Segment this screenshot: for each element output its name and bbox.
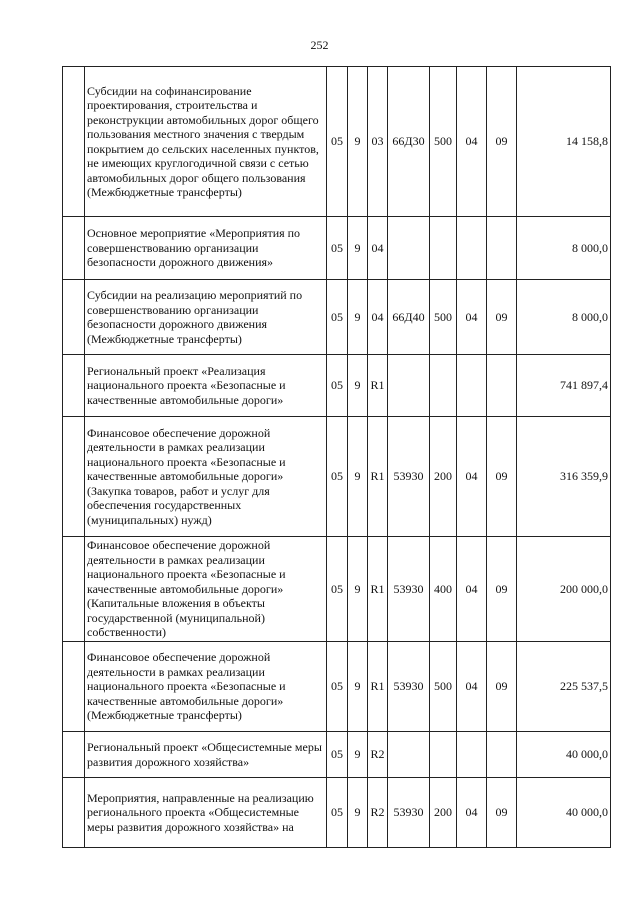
- amount-cell: 40 000,0: [517, 778, 611, 848]
- code-cell-c4: 66Д40: [388, 280, 430, 355]
- code-cell-c7: [487, 355, 517, 417]
- row-name: Региональный проект «Реализация национального проекта «Безопасные и качественные автомобильные дороги»: [85, 355, 327, 417]
- code-cell-c2: 9: [348, 217, 368, 280]
- row-name: Субсидии на реализацию мероприятий по совершенствованию организации безопасности дорожного движения (Межбюджетные трансферты): [85, 280, 327, 355]
- row-name: Субсидии на софинансирование проектирования, строительства и реконструкции автомобильных дорог общего пользования местного значения с твердым покрытием до сельских населенных пунктов, не имеющих круглогодичной связи с сетью автомобильных дорог общего пользования (Межбюджетные трансферты): [85, 67, 327, 217]
- code-cell-c6: 04: [457, 280, 487, 355]
- code-cell-c5: 500: [430, 642, 457, 732]
- budget-table: [62, 66, 611, 848]
- table-row: [63, 67, 611, 217]
- code-cell-c5: [430, 732, 457, 778]
- table-row: [63, 642, 611, 732]
- code-cell-c5: 400: [430, 537, 457, 642]
- code-cell-c3: 03: [368, 67, 388, 217]
- amount-cell: 14 158,8: [517, 67, 611, 217]
- code-cell-c3: 04: [368, 217, 388, 280]
- code-cell-c2: 9: [348, 732, 368, 778]
- code-cell-c2: 9: [348, 778, 368, 848]
- blank-cell: [63, 417, 85, 537]
- code-cell-c6: 04: [457, 642, 487, 732]
- code-cell-c4: 53930: [388, 417, 430, 537]
- code-cell-c7: 09: [487, 67, 517, 217]
- table-row: [63, 537, 611, 642]
- table-row: [63, 280, 611, 355]
- code-cell-c5: 500: [430, 280, 457, 355]
- row-name: Региональный проект «Общесистемные меры развития дорожного хозяйства»: [85, 732, 327, 778]
- code-cell-c1: 05: [327, 417, 348, 537]
- code-cell-c3: R2: [368, 732, 388, 778]
- blank-cell: [63, 537, 85, 642]
- amount-cell: 8 000,0: [517, 217, 611, 280]
- row-name: Финансовое обеспечение дорожной деятельности в рамках реализации национального проекта «Безопасные и качественные автомобильные дороги» (Закупка товаров, работ и услуг для обеспечения государственных (муниципальных) нужд): [85, 417, 327, 537]
- code-cell-c6: 04: [457, 67, 487, 217]
- code-cell-c1: 05: [327, 67, 348, 217]
- code-cell-c3: R2: [368, 778, 388, 848]
- code-cell-c3: R1: [368, 537, 388, 642]
- amount-cell: 741 897,4: [517, 355, 611, 417]
- blank-cell: [63, 642, 85, 732]
- code-cell-c4: 66Д30: [388, 67, 430, 217]
- blank-cell: [63, 732, 85, 778]
- code-cell-c7: 09: [487, 417, 517, 537]
- code-cell-c3: 04: [368, 280, 388, 355]
- row-name: Основное мероприятие «Мероприятия по совершенствованию организации безопасности дорожного движения»: [85, 217, 327, 280]
- code-cell-c1: 05: [327, 280, 348, 355]
- table-row: [63, 217, 611, 280]
- code-cell-c1: 05: [327, 642, 348, 732]
- code-cell-c7: [487, 732, 517, 778]
- blank-cell: [63, 355, 85, 417]
- code-cell-c6: 04: [457, 417, 487, 537]
- code-cell-c6: [457, 217, 487, 280]
- table-row: [63, 355, 611, 417]
- blank-cell: [63, 280, 85, 355]
- amount-cell: 40 000,0: [517, 732, 611, 778]
- code-cell-c5: [430, 355, 457, 417]
- row-name: Финансовое обеспечение дорожной деятельности в рамках реализации национального проекта «Безопасные и качественные автомобильные дороги» (Капитальные вложения в объекты государственной (муниципальной) собственности): [85, 537, 327, 642]
- code-cell-c1: 05: [327, 537, 348, 642]
- code-cell-c1: 05: [327, 217, 348, 280]
- code-cell-c1: 05: [327, 732, 348, 778]
- code-cell-c4: 53930: [388, 642, 430, 732]
- code-cell-c7: 09: [487, 778, 517, 848]
- code-cell-c2: 9: [348, 67, 368, 217]
- code-cell-c7: 09: [487, 280, 517, 355]
- code-cell-c3: R1: [368, 355, 388, 417]
- code-cell-c7: 09: [487, 642, 517, 732]
- code-cell-c2: 9: [348, 537, 368, 642]
- code-cell-c7: [487, 217, 517, 280]
- code-cell-c4: 53930: [388, 778, 430, 848]
- code-cell-c7: 09: [487, 537, 517, 642]
- page-number: 252: [310, 38, 329, 52]
- code-cell-c2: 9: [348, 280, 368, 355]
- code-cell-c3: R1: [368, 417, 388, 537]
- code-cell-c5: [430, 217, 457, 280]
- code-cell-c6: 04: [457, 537, 487, 642]
- code-cell-c6: [457, 355, 487, 417]
- code-cell-c5: 500: [430, 67, 457, 217]
- table-row: [63, 732, 611, 778]
- code-cell-c3: R1: [368, 642, 388, 732]
- code-cell-c4: [388, 217, 430, 280]
- code-cell-c5: 200: [430, 417, 457, 537]
- code-cell-c1: 05: [327, 355, 348, 417]
- code-cell-c5: 200: [430, 778, 457, 848]
- code-cell-c2: 9: [348, 355, 368, 417]
- table-row: [63, 778, 611, 848]
- code-cell-c2: 9: [348, 417, 368, 537]
- code-cell-c6: [457, 732, 487, 778]
- code-cell-c2: 9: [348, 642, 368, 732]
- code-cell-c1: 05: [327, 778, 348, 848]
- blank-cell: [63, 778, 85, 848]
- amount-cell: 316 359,9: [517, 417, 611, 537]
- row-name: Финансовое обеспечение дорожной деятельности в рамках реализации национального проекта «Безопасные и качественные автомобильные дороги» (Межбюджетные трансферты): [85, 642, 327, 732]
- table-row: [63, 417, 611, 537]
- code-cell-c4: [388, 732, 430, 778]
- amount-cell: 8 000,0: [517, 280, 611, 355]
- amount-cell: 225 537,5: [517, 642, 611, 732]
- blank-cell: [63, 217, 85, 280]
- amount-cell: 200 000,0: [517, 537, 611, 642]
- blank-cell: [63, 67, 85, 217]
- code-cell-c6: 04: [457, 778, 487, 848]
- code-cell-c4: 53930: [388, 537, 430, 642]
- code-cell-c4: [388, 355, 430, 417]
- row-name: Мероприятия, направленные на реализацию регионального проекта «Общесистемные меры развития дорожного хозяйства» на: [85, 778, 327, 848]
